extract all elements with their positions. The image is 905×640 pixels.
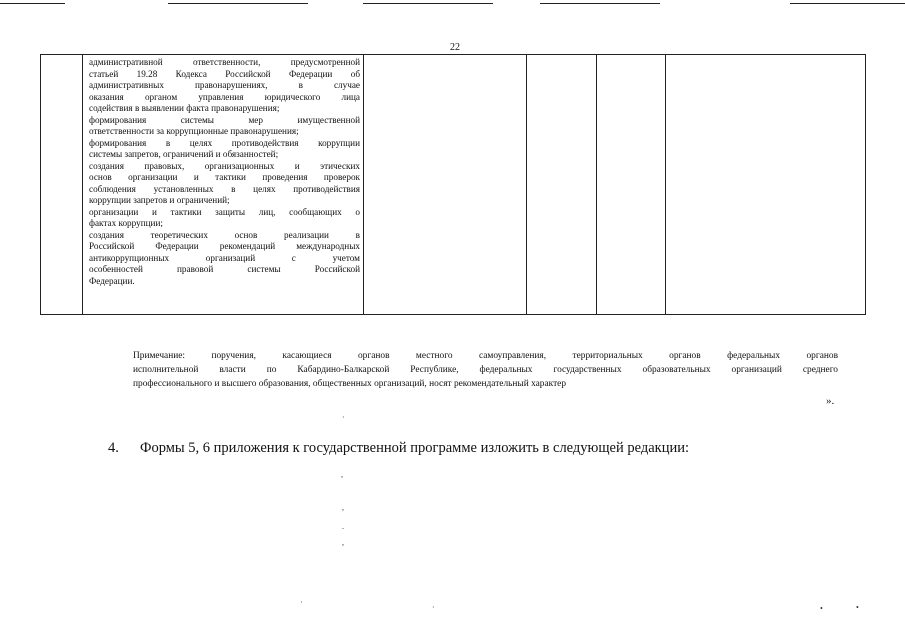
table-text-line: организации и тактики защиты лиц, сообщающих о	[89, 206, 360, 217]
table-text-line: административной ответственности, предусмотренной	[89, 57, 360, 67]
table-column-divider	[363, 55, 364, 314]
table-column-divider	[82, 55, 83, 314]
scan-speck: •	[820, 604, 823, 613]
table-text-line: системы запретов, ограничений и обязанностей;	[89, 149, 279, 159]
table-text-line: статьей 19.28 Кодекса Российской Федерации об	[89, 68, 360, 79]
table-text-line: создания теоретических основ реализации в	[89, 229, 360, 240]
header-rule-5	[790, 3, 905, 4]
table-text-line: соблюдения установленных в целях противодействия	[89, 183, 360, 194]
item-text: Формы 5, 6 приложения к государственной программе изложить в следующей редакции:	[140, 440, 690, 456]
table-text-line: административных правонарушениях, в случае	[89, 80, 360, 90]
measures-table	[40, 54, 866, 315]
header-rule-2	[168, 3, 308, 4]
table-text-line: фактах коррупции;	[89, 218, 163, 228]
scan-speck: ,	[341, 470, 343, 479]
scan-speck: ,	[342, 503, 344, 512]
table-text-line: создания правовых, организационных и этических	[89, 160, 360, 171]
header-rule-1	[0, 3, 65, 4]
note-line: профессионального и высшего образования, общественных организаций, носят рекомендательный характер	[133, 379, 567, 389]
header-rule-4	[540, 3, 660, 4]
table-text-line: основ организации и тактики проведения проверок	[89, 172, 360, 182]
scan-speck: .	[342, 522, 344, 531]
table-column-divider	[596, 55, 597, 314]
scan-speck: ,	[342, 538, 344, 547]
note-line: Примечание: поручения, касающиеся органов местного самоуправления, территориальных органов федеральных органов	[133, 351, 838, 361]
table-text-line: формирования системы мер имущественной	[89, 114, 360, 125]
header-rule-3	[363, 3, 493, 4]
scan-speck: ·	[300, 598, 303, 607]
table-text-line: коррупции запретов и ограничений;	[89, 195, 230, 205]
table-text-line: содействия в выявлении факта правонарушения;	[89, 103, 280, 113]
table-cell-text	[89, 57, 360, 287]
amendment-item	[108, 440, 689, 457]
note-paragraph	[133, 349, 838, 391]
table-column-divider	[665, 55, 666, 314]
table-column-divider	[526, 55, 527, 314]
table-text-line: оказания органом управления юридического лица	[89, 91, 360, 102]
scan-speck: •	[856, 603, 859, 612]
scan-speck: ·	[432, 603, 435, 612]
table-text-line: Российской Федерации рекомендаций международных	[89, 241, 360, 251]
page-number: 22	[450, 42, 460, 53]
table-text-line: антикоррупционных организаций с учетом	[89, 252, 360, 263]
item-number: 4.	[108, 440, 119, 456]
table-text-line: Федерации.	[89, 275, 135, 286]
table-text-line: особенностей правовой системы Российской	[89, 264, 360, 274]
scan-speck: ·	[342, 413, 345, 422]
closing-quote: ».	[826, 395, 835, 407]
table-text-line: ответственности за коррупционные правонарушения;	[89, 126, 299, 136]
note-line: исполнительной власти по Кабардино-Балкарской Республике, федеральных государственных образовательных организаций среднего	[133, 365, 838, 375]
table-text-line: формирования в целях противодействия коррупции	[89, 137, 360, 148]
